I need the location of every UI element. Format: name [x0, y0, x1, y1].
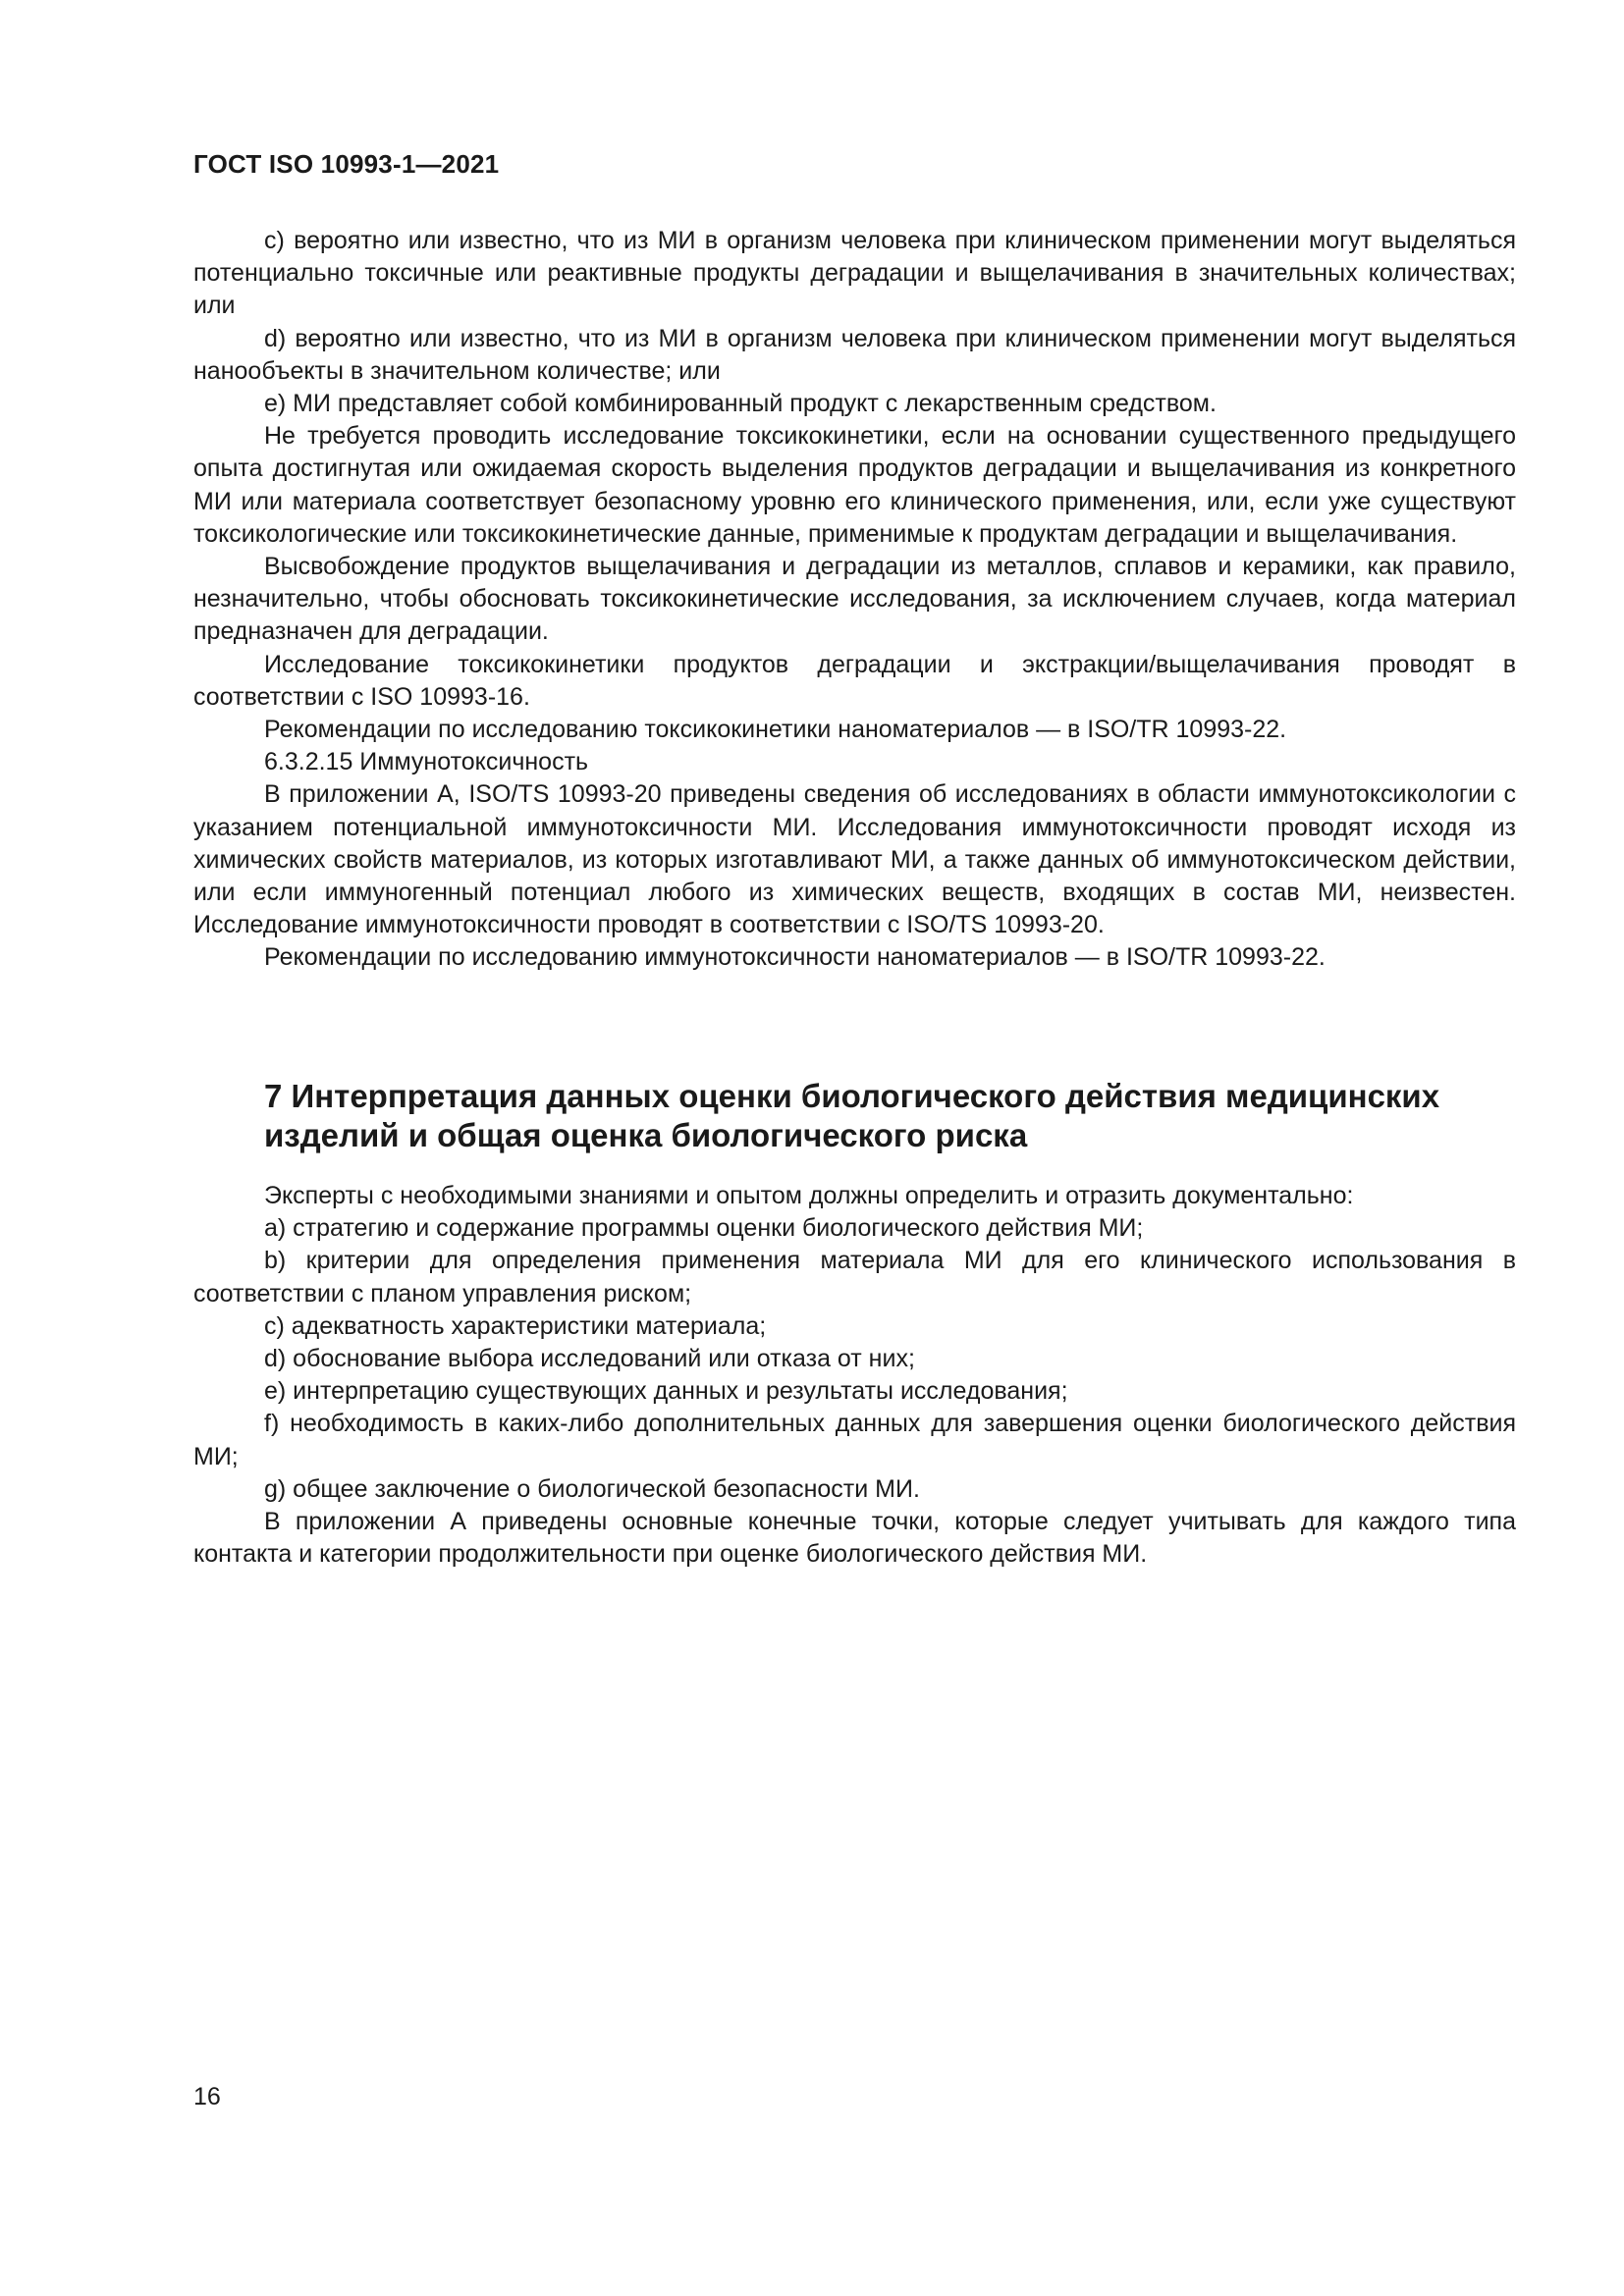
page-number: 16	[193, 2083, 221, 2110]
paragraph: e) МИ представляет собой комбинированный продукт с лекарственным средством.	[264, 390, 1217, 418]
list-item: d) обоснование выбора исследований или отказа от них;	[264, 1345, 915, 1373]
list-item: a) стратегию и содержание программы оценки биологического действия МИ;	[264, 1214, 1144, 1243]
paragraph: Высвобождение продуктов выщелачивания и деградации из металлов, сплавов и керамики, как правило, незначительно, чтобы обосновать токсикокинетические исследования, за исключением случаев, когда материал предназначен для деградации.	[193, 553, 1516, 646]
paragraph: В приложении А приведены основные конечные точки, которые следует учитывать для каждого типа контакта и категории продолжительности при оценке биологического действия МИ.	[193, 1508, 1516, 1569]
paragraph: Рекомендации по исследованию токсикокинетики наноматериалов — в ISO/TR 10993-22.	[264, 716, 1287, 744]
list-item: f) необходимость в каких-либо дополнительных данных для завершения оценки биологического действия МИ;	[193, 1410, 1516, 1470]
paragraph: Не требуется проводить исследование токсикокинетики, если на основании существенного предыдущего опыта достигнутая или ожидаемая скорость выделения продуктов деградации и выщелачивания из конкретного МИ или материала соответствует безопасному уровню его клинического применения, или, если уже существуют токсикологические или токсикокинетические данные, применимые к продуктам деградации и выщелачивания.	[193, 422, 1516, 548]
paragraph: Рекомендации по исследованию иммунотоксичности наноматериалов — в ISO/TR 10993-22.	[264, 943, 1326, 972]
paragraph: Эксперты с необходимыми знаниями и опытом должны определить и отразить документально:	[264, 1182, 1354, 1209]
list-item: b) критерии для определения применения материала МИ для его клинического использования в соответствии с планом управления риском;	[193, 1247, 1516, 1308]
list-item: c) адекватность характеристики материала;	[264, 1311, 767, 1340]
paragraph: c) вероятно или известно, что из МИ в организм человека при клиническом применении могут выделяться потенциально токсичные или реактивные продукты деградации и выщелачивания в значительных количествах; или	[193, 227, 1516, 320]
subsection-title: 6.3.2.15 Иммунотоксичность	[264, 748, 589, 776]
paragraph: В приложении А, ISO/TS 10993-20 приведены сведения об исследованиях в области иммунотоксикологии с указанием потенциальной иммунотоксичности МИ. Исследования иммунотоксичности проводят исходя из химических свойств материалов, из которых изготавливают МИ, а также данных об иммунотоксическом действии, или если иммуногенный потенциал любого из химических веществ, входящих в состав МИ, неизвестен. Исследование иммунотоксичности проводят в соответствии с ISO/TS 10993-20.	[193, 780, 1516, 939]
body-text-part1	[193, 225, 1516, 975]
body-text-part2	[193, 1180, 1516, 1571]
paragraph: Исследование токсикокинетики продуктов деградации и экстракции/выщелачивания проводят в соответствии с ISO 10993-16.	[193, 650, 1516, 711]
list-item: e) интерпретацию существующих данных и результаты исследования;	[264, 1377, 1068, 1406]
list-item: g) общее заключение о биологической безопасности МИ.	[264, 1474, 920, 1503]
document-header: ГОСТ ISO 10993-1—2021	[193, 149, 500, 179]
section-heading: 7 Интерпретация данных оценки биологического действия медицинских изделий и общая оценка биологического риска	[264, 1078, 1440, 1153]
paragraph: d) вероятно или известно, что из МИ в организм человека при клиническом применении могут выделяться нанообъекты в значительном количестве; или	[193, 324, 1516, 385]
